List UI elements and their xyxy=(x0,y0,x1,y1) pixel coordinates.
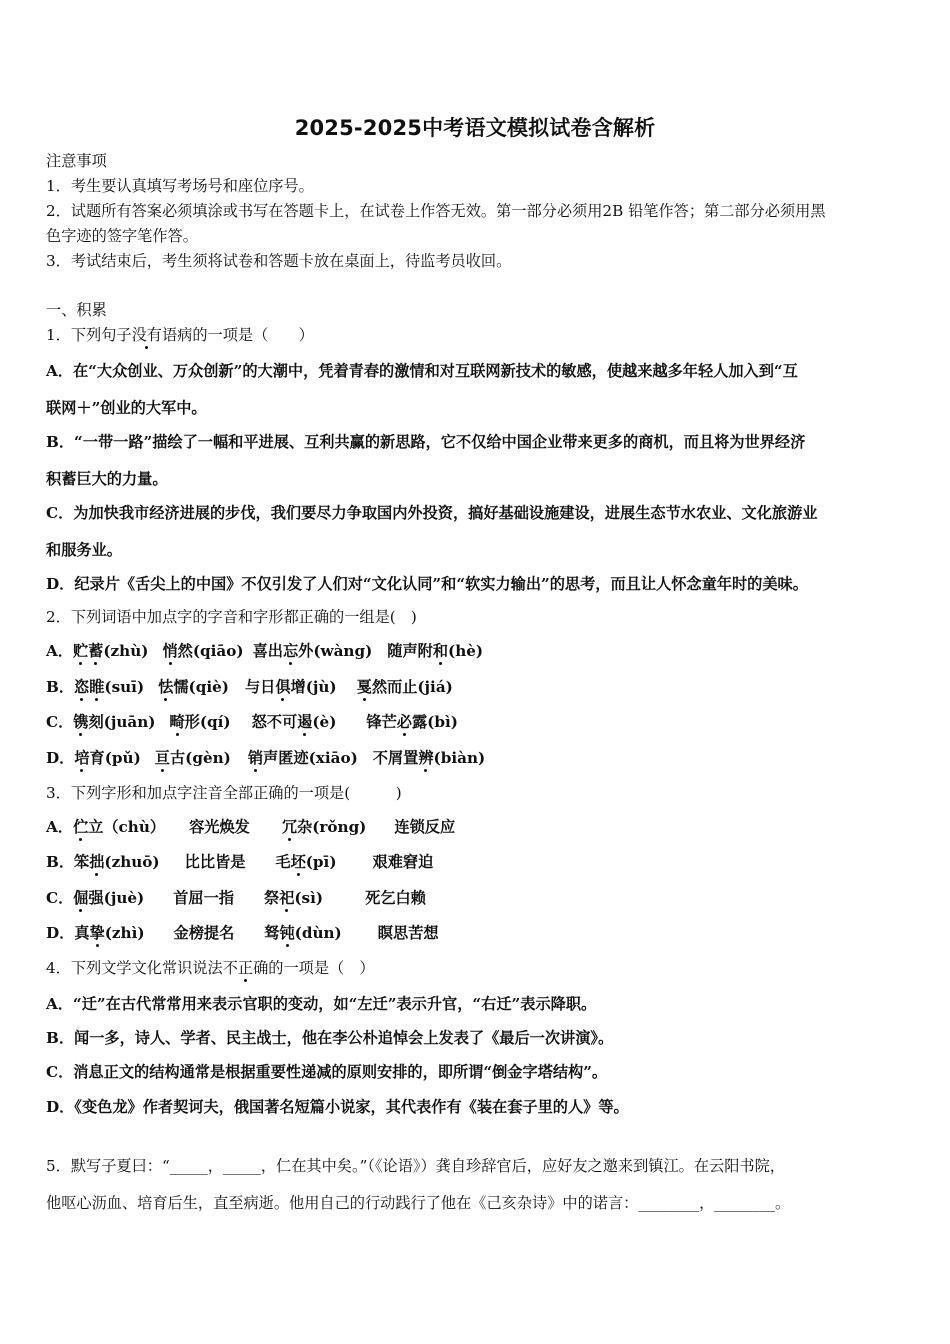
dotted-char: 恣 xyxy=(74,678,90,696)
question-1-option-a-cont xyxy=(46,398,207,418)
word-text: 形(qí) xyxy=(184,713,231,731)
word-text: 笨 xyxy=(74,853,90,871)
question-4-option-d: D．《变色龙》作者契诃夫，俄国著名短篇小说家，其代表作有《装在套子里的人》等。 xyxy=(46,1098,629,1116)
dotted-char: 坯 xyxy=(290,853,306,871)
stem-text: 语病的一项是（ ） xyxy=(161,326,314,344)
question-5-line: 他呕心沥血、培育后生，直至病逝。他用自己的行动践行了他在《己亥杂诗》中的诺言：________，________。 xyxy=(46,1194,791,1212)
question-1-option-b xyxy=(46,432,805,452)
dotted-char: 挚 xyxy=(89,924,105,942)
word-text: 声匿迹(xiāo) xyxy=(263,749,358,767)
notice-heading: 注意事项 xyxy=(46,152,107,170)
word-text: 立（chù） xyxy=(88,818,166,836)
dotted-char: 贮 xyxy=(72,642,89,660)
stem-text: 4．下列文学文化常识说法 xyxy=(46,959,223,977)
question-4-stem xyxy=(46,958,375,978)
option-letter: B． xyxy=(46,853,75,871)
word-text: 外(wàng) xyxy=(298,642,373,660)
pinyin: (pī) xyxy=(305,853,337,871)
question-3-option-a xyxy=(46,817,455,837)
pinyin: (hè) xyxy=(448,642,484,660)
pinyin: (suī) xyxy=(104,678,145,696)
question-1-option-a xyxy=(46,361,798,381)
word-text: 然而止(jiá) xyxy=(371,678,453,696)
pinyin: (dùn) xyxy=(294,924,342,942)
dotted-char: 和 xyxy=(432,642,449,660)
word-text: 强(juè) xyxy=(88,889,145,907)
option-letter: C． xyxy=(46,713,74,731)
pinyin: (sì) xyxy=(294,889,324,907)
question-3-option-b xyxy=(46,852,433,872)
question-2-option-d xyxy=(46,748,485,768)
option-letter: D． xyxy=(46,749,75,767)
word-text: 露(bì) xyxy=(411,713,458,731)
dotted-char: 俱 xyxy=(275,678,291,696)
option-letter: A． xyxy=(46,818,73,836)
option-text: D．纪录片《舌尖上的中国》不仅引发了人们对“文化认同”和“软实力输出”的思考，而且让人怀念童年时的美味。 xyxy=(46,575,808,593)
question-3-option-d xyxy=(46,923,439,943)
section-heading: 一、积累 xyxy=(46,301,107,319)
question-1-option-c-cont xyxy=(46,540,122,560)
option-text: B．“一带一路”描绘了一幅和平进展、互利共赢的新思路，它不仅给中国企业带来更多的商机，而且将为世界经济 xyxy=(46,433,806,451)
pinyin: (zhù) xyxy=(103,642,149,660)
question-4-option-c: C．消息正文的结构通常是根据重要性递减的原则安排的，即所谓“倒金字塔结构”。 xyxy=(46,1063,608,1081)
emphasis-dot-text: 不正确 xyxy=(222,959,269,977)
dotted-char: 拙 xyxy=(89,853,105,871)
word-text: 容光焕发 xyxy=(189,818,250,836)
page-title: 2025-2025中考语文模拟试卷含解析 xyxy=(294,116,656,140)
dotted-char: 辨 xyxy=(418,749,434,767)
option-text: 积蓄巨大的力量。 xyxy=(46,470,168,488)
pinyin: (è) xyxy=(312,713,337,731)
word-text: 连锁反应 xyxy=(394,818,456,836)
word-text: 毛 xyxy=(275,853,291,871)
option-text: C．为加快我市经济进展的步伐，我们要尽力争取国内外投资，搞好基础设施建设，进展生态节水农业、文化旅游业 xyxy=(46,504,818,522)
dotted-char: 睢 xyxy=(89,678,105,696)
question-1-option-c xyxy=(46,503,817,523)
question-2-option-c xyxy=(46,712,458,732)
word-text: 与日 xyxy=(244,678,276,696)
notice-item: 3．考试结束后，考生须将试卷和答题卡放在桌面上，待监考员收回。 xyxy=(46,252,512,270)
word-text: 育(pǔ) xyxy=(89,749,141,767)
word-text: 不屑置 xyxy=(372,749,419,767)
dotted-char: 伫 xyxy=(72,818,89,836)
question-2-option-b xyxy=(46,677,453,697)
word-text: 古(gèn) xyxy=(169,749,231,767)
dotted-char: 悄 xyxy=(162,642,178,660)
word-text: 怒不可 xyxy=(251,713,298,731)
emphasis-dot-text: 没有 xyxy=(131,326,162,344)
question-2-option-a xyxy=(46,641,483,661)
question-5-line: 5．默写子夏曰：“_____，_____，仁在其中矣。”（《论语》）龚自珍辞官后，应好友之邀来到镇江。在云阳书院， xyxy=(46,1157,785,1175)
word-text: 懦(qiè) xyxy=(173,678,229,696)
option-letter: B． xyxy=(46,678,75,696)
question-4-option-b: B．闻一多，诗人、学者、民主战士，他在李公朴追悼会上发表了《最后一次讲演》。 xyxy=(46,1029,614,1047)
word-text: 增(jù) xyxy=(290,678,337,696)
word-text: 真 xyxy=(74,924,90,942)
option-letter: A． xyxy=(46,642,73,660)
word-text: 锋芒 xyxy=(366,713,397,731)
option-letter: C． xyxy=(46,889,74,907)
word-text: 然(qiāo) xyxy=(177,642,244,660)
dotted-char: 倔 xyxy=(73,889,89,907)
notice-item: 色字迹的签字笔作答。 xyxy=(46,227,198,245)
dotted-char: 遏 xyxy=(297,713,313,731)
dotted-char: 怯 xyxy=(158,678,174,696)
pinyin: (zhì) xyxy=(104,924,145,942)
option-text: A．在“大众创业、万众创新”的大潮中，凭着青春的激情和对互联网新技术的敏感，使越来越多年轻人加入到“互 xyxy=(46,362,798,380)
pinyin: (biàn) xyxy=(433,749,486,767)
question-3-stem: 3．下列字形和加点字注音全部正确的一项是( ) xyxy=(46,784,402,802)
question-1-stem xyxy=(46,325,314,345)
word-text: 首屈一指 xyxy=(173,889,234,907)
word-text: 死乞白赖 xyxy=(365,889,426,907)
word-text: 祭 xyxy=(263,889,280,907)
dotted-char: 必 xyxy=(396,713,412,731)
dotted-char: 冗 xyxy=(281,818,298,836)
dotted-char: 亘 xyxy=(154,749,170,767)
question-2-stem: 2．下列词语中加点字的字音和字形都正确的一组是( ) xyxy=(46,608,417,626)
notice-item: 2．试题所有答案必须填涂或书写在答题卡上，在试卷上作答无效。第一部分必须用2B 铅笔作答；第二部分必须用黑 xyxy=(46,202,826,220)
word-text: 艰难窘迫 xyxy=(372,853,434,871)
dotted-char: 镌 xyxy=(73,713,89,731)
question-4-option-a: A．“迁”在古代常常用来表示官职的变动，如“左迁”表示升官，“右迁”表示降职。 xyxy=(46,995,597,1013)
dotted-char: 畸 xyxy=(169,713,185,731)
stem-text: 的一项是（ ） xyxy=(268,959,375,977)
word-text: 喜出 xyxy=(252,642,283,660)
word-text: 比比皆是 xyxy=(184,853,246,871)
dotted-char: 蓄 xyxy=(88,642,104,660)
word-text: 随声附 xyxy=(387,642,433,660)
dotted-char: 戛 xyxy=(356,678,372,696)
dotted-char: 钝 xyxy=(279,924,295,942)
word-text: 驽 xyxy=(264,924,280,942)
stem-text: 1．下列句子 xyxy=(46,326,132,344)
pinyin: (zhuō) xyxy=(104,853,160,871)
question-3-option-c xyxy=(46,888,426,908)
word-text: 刻(juān) xyxy=(88,713,156,731)
word-text: 金榜提名 xyxy=(173,924,235,942)
dotted-char: 销 xyxy=(247,749,264,767)
option-text: 联网＋”创业的大军中。 xyxy=(46,399,207,417)
word-text: 瞑思苦想 xyxy=(377,924,439,942)
notice-item: 1．考生要认真填写考场号和座位序号。 xyxy=(46,177,314,195)
question-1-option-d xyxy=(46,574,808,594)
dotted-char: 培 xyxy=(74,749,90,767)
word-text: 杂(rǒng) xyxy=(297,818,367,836)
dotted-char: 祀 xyxy=(279,889,295,907)
option-letter: D． xyxy=(46,924,75,942)
question-1-option-b-cont xyxy=(46,469,168,489)
dotted-char: 忘 xyxy=(282,642,299,660)
option-text: 和服务业。 xyxy=(46,541,122,559)
